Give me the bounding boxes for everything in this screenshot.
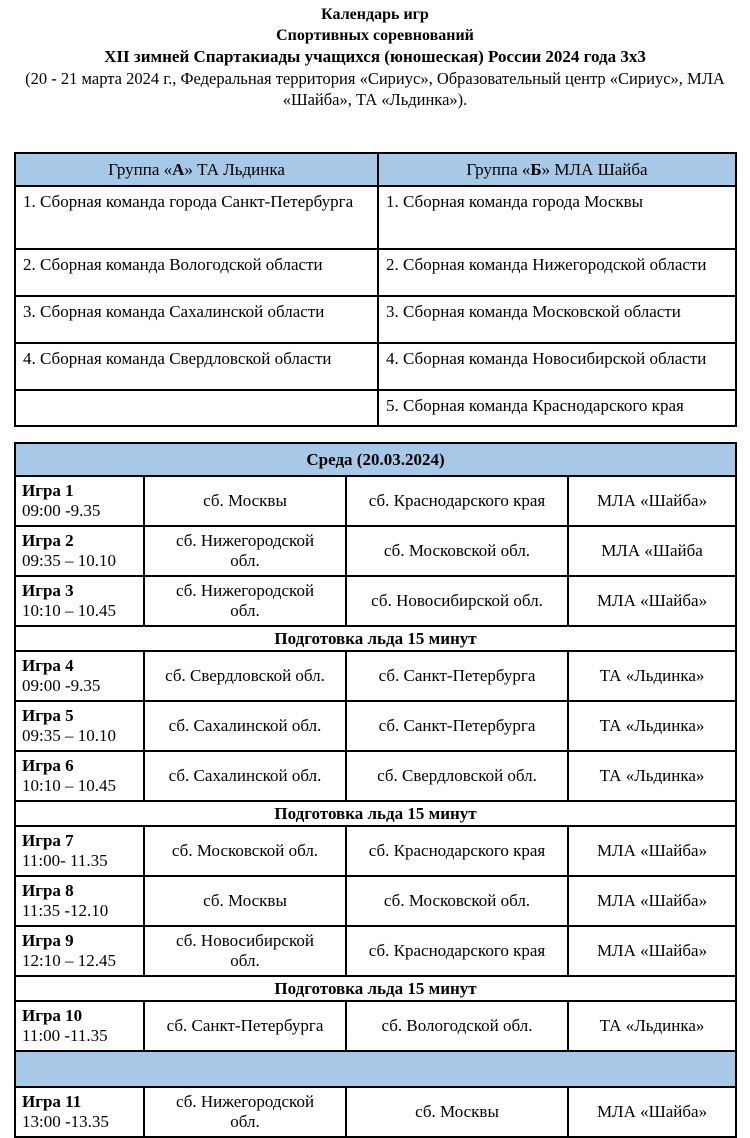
team-cell: 3. Сборная команда Московской области xyxy=(378,296,736,343)
team2-cell: сб. Краснодарского края xyxy=(346,826,568,876)
game-id-cell xyxy=(15,651,144,701)
venue-cell: ТА «Льдинка» xyxy=(568,1001,736,1051)
team2-cell: сб. Свердловской обл. xyxy=(346,751,568,801)
game-label: Игра 4 xyxy=(22,656,74,675)
team1-cell: сб. Москвы xyxy=(144,876,346,926)
group-b-header xyxy=(378,153,736,186)
team-cell: 4. Сборная команда Новосибирской области xyxy=(378,343,736,390)
team-cell: 2. Сборная команда Вологодской области xyxy=(15,249,378,296)
ice-prep-label: Подготовка льда 15 минут xyxy=(15,976,736,1001)
venue-cell: МЛА «Шайба» xyxy=(568,576,736,626)
game-label: Игра 10 xyxy=(22,1006,83,1025)
team2-cell: сб. Москвы xyxy=(346,1087,568,1137)
game-label: Игра 1 xyxy=(22,481,74,500)
team1-cell: сб. Нижегородской обл. xyxy=(144,526,346,576)
ice-prep-label: Подготовка льда 15 минут xyxy=(15,801,736,826)
team2-cell: сб. Санкт-Петербурга xyxy=(346,651,568,701)
team1-cell: сб. Сахалинской обл. xyxy=(144,751,346,801)
team-cell: 1. Сборная команда города Санкт-Петербурга xyxy=(15,186,378,249)
game-id-cell xyxy=(15,701,144,751)
spacer-row xyxy=(15,1051,736,1087)
game-label: Игра 8 xyxy=(22,881,74,900)
group-b-letter: Б xyxy=(530,159,542,179)
game-time: 09:35 – 10.10 xyxy=(22,551,116,570)
game-row xyxy=(15,1001,736,1051)
venue-cell: МЛА «Шайба» xyxy=(568,926,736,976)
group-a-letter: А xyxy=(172,159,185,179)
game-time: 11:00 -11.35 xyxy=(22,1026,108,1045)
team2-cell: сб. Новосибирской обл. xyxy=(346,576,568,626)
title-line-3: XII зимней Спартакиады учащихся (юношеская) России 2024 года 3х3 xyxy=(104,47,646,66)
team1-cell: сб. Москвы xyxy=(144,476,346,526)
game-time: 12:10 – 12.45 xyxy=(22,951,116,970)
team2-cell: сб. Краснодарского края xyxy=(346,926,568,976)
team1-cell: сб. Свердловской обл. xyxy=(144,651,346,701)
game-row xyxy=(15,526,736,576)
game-id-cell xyxy=(15,1087,144,1137)
game-time: 11:00- 11.35 xyxy=(22,851,108,870)
venue-cell: МЛА «Шайба» xyxy=(568,1087,736,1137)
ice-prep-row xyxy=(15,976,736,1001)
game-row xyxy=(15,1087,736,1137)
groups-table xyxy=(14,152,737,427)
group-b-prefix: Группа « xyxy=(466,159,531,179)
game-id-cell xyxy=(15,876,144,926)
game-row xyxy=(15,826,736,876)
game-time: 09:35 – 10.10 xyxy=(22,726,116,745)
game-time: 10:10 – 10.45 xyxy=(22,601,116,620)
game-label: Игра 3 xyxy=(22,581,74,600)
game-label: Игра 7 xyxy=(22,831,74,850)
document-title-block xyxy=(0,0,750,110)
game-id-cell xyxy=(15,1001,144,1051)
team1-cell: сб. Московской обл. xyxy=(144,826,346,876)
game-row xyxy=(15,576,736,626)
ice-prep-label: Подготовка льда 15 минут xyxy=(15,626,736,651)
game-time: 09:00 -9.35 xyxy=(22,676,101,695)
team2-cell: сб. Московской обл. xyxy=(346,526,568,576)
game-row xyxy=(15,476,736,526)
game-time: 13:00 -13.35 xyxy=(22,1112,109,1131)
game-time: 11:35 -12.10 xyxy=(22,901,109,920)
game-row xyxy=(15,926,736,976)
game-row xyxy=(15,876,736,926)
game-time: 10:10 – 10.45 xyxy=(22,776,116,795)
game-id-cell xyxy=(15,476,144,526)
team-cell: 3. Сборная команда Сахалинской области xyxy=(15,296,378,343)
game-time: 09:00 -9.35 xyxy=(22,501,101,520)
game-label: Игра 5 xyxy=(22,706,74,725)
ice-prep-row xyxy=(15,801,736,826)
team1-cell: сб. Санкт-Петербурга xyxy=(144,1001,346,1051)
venue-cell: ТА «Льдинка» xyxy=(568,651,736,701)
game-id-cell xyxy=(15,926,144,976)
venue-cell: ТА «Льдинка» xyxy=(568,701,736,751)
team2-cell: сб. Краснодарского края xyxy=(346,476,568,526)
groups-row xyxy=(15,186,736,249)
title-subtitle: (20 - 21 марта 2024 г., Федеральная территория «Сириус», Образовательный центр «Сириус», МЛА «Шайба», ТА «Льдинка»). xyxy=(25,69,725,109)
game-label: Игра 6 xyxy=(22,756,74,775)
groups-row xyxy=(15,249,736,296)
venue-cell: МЛА «Шайба» xyxy=(568,826,736,876)
ice-prep-row xyxy=(15,626,736,651)
game-id-cell xyxy=(15,826,144,876)
team1-cell: сб. Нижегородской обл. xyxy=(144,576,346,626)
team1-cell: сб. Сахалинской обл. xyxy=(144,701,346,751)
group-b-suffix: » МЛА Шайба xyxy=(541,159,648,179)
team-cell: 5. Сборная команда Краснодарского края xyxy=(378,390,736,426)
game-label: Игра 2 xyxy=(22,531,74,550)
game-row xyxy=(15,751,736,801)
team2-cell: сб. Вологодской обл. xyxy=(346,1001,568,1051)
spacer-bar xyxy=(15,1051,736,1087)
groups-header-row xyxy=(15,153,736,186)
schedule-table xyxy=(14,442,737,1138)
title-line-1: Календарь игр xyxy=(321,6,429,23)
team1-cell: сб. Новосибирской обл. xyxy=(144,926,346,976)
group-a-prefix: Группа « xyxy=(108,159,173,179)
venue-cell: МЛА «Шайба» xyxy=(568,876,736,926)
groups-row xyxy=(15,343,736,390)
team-cell: 4. Сборная команда Свердловской области xyxy=(15,343,378,390)
title-line-2: Спортивных соревнований xyxy=(276,27,474,44)
game-id-cell xyxy=(15,576,144,626)
venue-cell: ТА «Льдинка» xyxy=(568,751,736,801)
team1-cell: сб. Нижегородской обл. xyxy=(144,1087,346,1137)
venue-cell: МЛА «Шайба» xyxy=(568,476,736,526)
game-label: Игра 9 xyxy=(22,931,74,950)
group-a-suffix: » ТА Льдинка xyxy=(184,159,285,179)
day-header: Среда (20.03.2024) xyxy=(15,443,736,476)
team2-cell: сб. Санкт-Петербурга xyxy=(346,701,568,751)
groups-row xyxy=(15,296,736,343)
game-id-cell xyxy=(15,751,144,801)
game-id-cell xyxy=(15,526,144,576)
team-cell: 2. Сборная команда Нижегородской области xyxy=(378,249,736,296)
game-label: Игра 11 xyxy=(22,1092,82,1111)
team-cell: 1. Сборная команда города Москвы xyxy=(378,186,736,249)
day-header-row xyxy=(15,443,736,476)
team-cell-empty xyxy=(15,390,378,426)
game-row xyxy=(15,701,736,751)
group-a-header xyxy=(15,153,378,186)
groups-row xyxy=(15,390,736,426)
game-row xyxy=(15,651,736,701)
venue-cell: МЛА «Шайба xyxy=(568,526,736,576)
team2-cell: сб. Московской обл. xyxy=(346,876,568,926)
